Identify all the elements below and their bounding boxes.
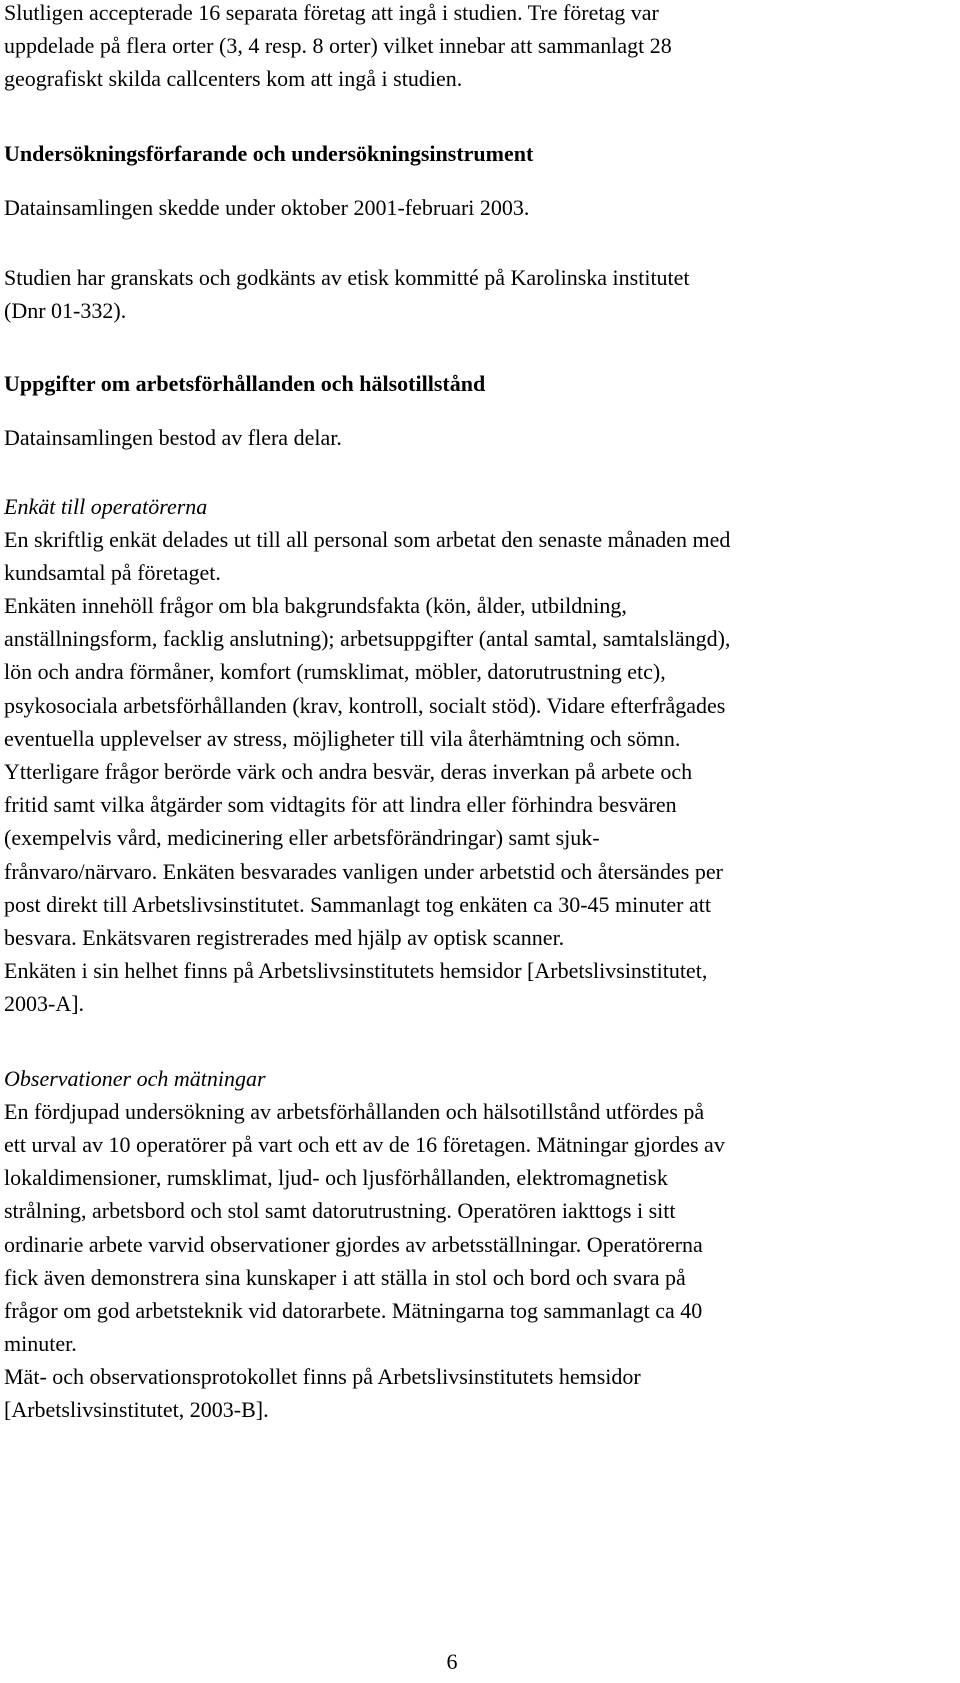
section-heading-procedure: Undersökningsförfarande och undersökningsinstrument: [4, 141, 534, 166]
observations-line: lokaldimensioner, rumsklimat, ljud- och ljusförhållanden, elektromagnetisk: [4, 1165, 668, 1190]
survey-line: Ytterligare frågor berörde värk och andra besvär, deras inverkan på arbete och: [4, 759, 693, 784]
observations-line: ett urval av 10 operatörer på vart och ett av de 16 företagen. Mätningar gjordes av: [4, 1132, 725, 1157]
survey-line: post direkt till Arbetslivsinstitutet. Sammanlagt tog enkäten ca 30-45 minuter att: [4, 892, 711, 917]
subheading-observations: Observationer och mätningar: [4, 1066, 266, 1091]
survey-line: 2003-A].: [4, 991, 85, 1016]
data-collection-period: Datainsamlingen skedde under oktober 2001-februari 2003.: [4, 195, 530, 220]
observations-line: fick även demonstrera sina kunskaper i att ställa in stol och bord och svara på: [4, 1265, 686, 1290]
section-heading-work-conditions: Uppgifter om arbetsförhållanden och hälsotillstånd: [4, 371, 486, 396]
survey-line: besvara. Enkätsvaren registrerades med hjälp av optisk scanner.: [4, 925, 565, 950]
observations-line: Mät- och observationsprotokollet finns på Arbetslivsinstitutets hemsidor: [4, 1364, 641, 1389]
observations-line: ordinarie arbete varvid observationer gjordes av arbetsställningar. Operatörerna: [4, 1232, 703, 1257]
intro-line: Slutligen accepterade 16 separata företag att ingå i studien. Tre företag var: [4, 0, 659, 25]
subheading-survey: Enkät till operatörerna: [4, 494, 208, 519]
observations-line: frågor om god arbetsteknik vid datorarbete. Mätningarna tog sammanlagt ca 40: [4, 1298, 703, 1323]
observations-line: En fördjupad undersökning av arbetsförhållanden och hälsotillstånd utfördes på: [4, 1099, 705, 1124]
intro-line: geografiskt skilda callcenters kom att ingå i studien.: [4, 66, 463, 91]
survey-line: fritid samt vilka åtgärder som vidtagits för att lindra eller förhindra besvären: [4, 792, 677, 817]
intro-line: uppdelade på flera orter (3, 4 resp. 8 orter) vilket innebar att sammanlagt 28: [4, 33, 672, 58]
survey-line: eventuella upplevelser av stress, möjligheter till vila återhämtning och sömn.: [4, 726, 681, 751]
observations-line: strålning, arbetsbord och stol samt datorutrustning. Operatören iakttogs i sitt: [4, 1198, 676, 1223]
observations-line: minuter.: [4, 1331, 77, 1356]
survey-line: anställningsform, facklig anslutning); arbetsuppgifter (antal samtal, samtalslängd),: [4, 626, 731, 651]
survey-line: En skriftlig enkät delades ut till all personal som arbetat den senaste månaden med: [4, 527, 731, 552]
survey-line: frånvaro/närvaro. Enkäten besvarades vanligen under arbetstid och återsändes per: [4, 859, 723, 884]
survey-line: kundsamtal på företaget.: [4, 560, 221, 585]
ethics-line: Studien har granskats och godkänts av etisk kommitté på Karolinska institutet: [4, 265, 690, 290]
survey-line: lön och andra förmåner, komfort (rumsklimat, möbler, datorutrustning etc),: [4, 659, 666, 684]
survey-line: (exempelvis vård, medicinering eller arbetsförändringar) samt sjuk-: [4, 825, 600, 850]
ethics-line: (Dnr 01-332).: [4, 298, 127, 323]
survey-line: psykosociala arbetsförhållanden (krav, kontroll, socialt stöd). Vidare efterfrågades: [4, 693, 726, 718]
observations-line: [Arbetslivsinstitutet, 2003-B].: [4, 1397, 269, 1422]
survey-line: Enkäten i sin helhet finns på Arbetslivsinstitutets hemsidor [Arbetslivsinstitutet,: [4, 958, 708, 983]
data-parts-text: Datainsamlingen bestod av flera delar.: [4, 425, 342, 450]
survey-line: Enkäten innehöll frågor om bla bakgrundsfakta (kön, ålder, utbildning,: [4, 593, 627, 618]
page-number: 6: [446, 1649, 458, 1674]
